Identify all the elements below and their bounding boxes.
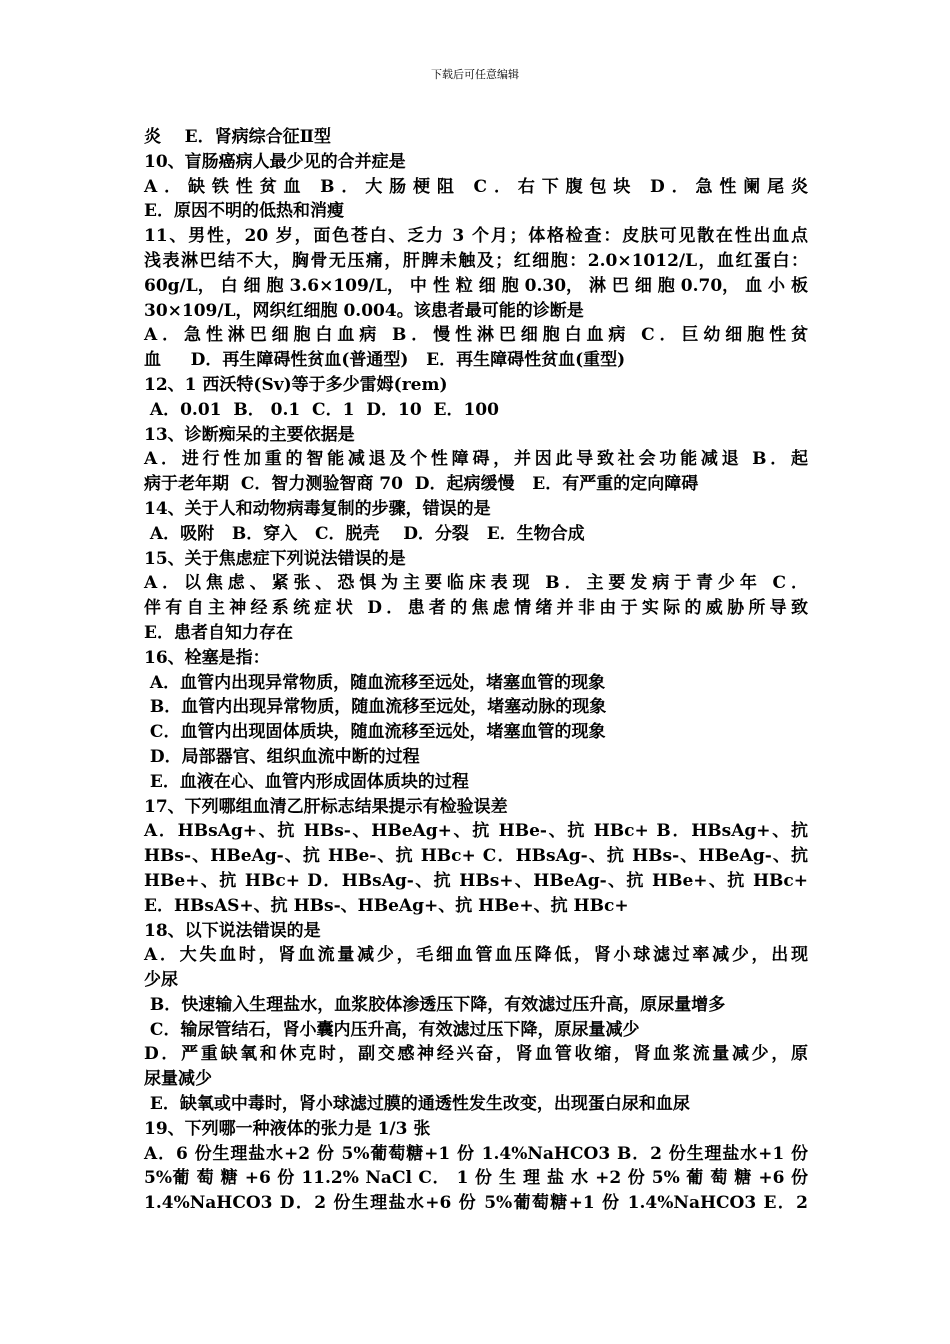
question-14-options: A．吸附 B．穿入 C．脱壳 D．分裂 E．生物合成 [144,523,585,544]
question-17-options: HBe+、抗 HBc+ D．HBsAg-、抗 HBs+、HBeAg-、抗 HBe+、抗 HBc+ [144,870,808,891]
question-17-options: A．HBsAg+、抗 HBs-、HBeAg+、抗 HBe-、抗 HBc+ B．HBsAg+、抗 [144,821,808,842]
text-line: 炎 E．肾病综合征Ⅱ型 [144,127,331,147]
question-18-option-d: D．严重缺氧和休克时，副交感神经兴奋，肾血管收缩，肾血浆流量减少，原 [144,1044,808,1065]
question-11-title: 60g/L， 白 细 胞 3.6×109/L， 中 性 粒 细 胞 0.30， 淋 巴 细 胞 0.70， 血 小 板 [144,275,808,296]
question-15-options: 伴有自主神经系统症状 D．患者的焦虑情绪并非由于实际的威胁所导致 [144,598,808,619]
question-17-options: E．HBsAS+、抗 HBs-、HBeAg+、抗 HBe+、抗 HBc+ [144,895,629,916]
question-16-option-d: D．局部器官、组织血流中断的过程 [144,746,420,767]
question-11-title: 30×109/L，网织红细胞 0.004。该患者最可能的诊断是 [144,300,584,321]
question-17-title: 17、下列哪组血清乙肝标志结果提示有检验误差 [144,796,508,817]
question-11-options: 血 D．再生障碍性贫血(普通型) E．再生障碍性贫血(重型) [144,350,626,371]
question-19-title: 19、下列哪一种液体的张力是 1/3 张 [144,1118,431,1139]
question-10-options: A．缺铁性贫血 B．大肠梗阻 C．右下腹包块 D．急性阑尾炎 [144,176,808,197]
question-17-options: HBs-、HBeAg-、抗 HBe-、抗 HBc+ C．HBsAg-、抗 HBs-、HBeAg-、抗 [144,846,808,867]
question-18-option-a: A．大失血时，肾血流量减少，毛细血管血压降低，肾小球滤过率减少，出现 [144,945,808,966]
question-18-option-c: C．输尿管结石，肾小囊内压升高，有效滤过压下降，原尿量减少 [144,1019,640,1040]
question-16-title: 16、栓塞是指： [144,647,270,668]
question-19-options: A．6 份生理盐水+2 份 5%葡萄糖+1 份 1.4%NaHCO3 B．2 份生理盐水+1 份 [144,1143,808,1164]
page-header: 下载后可任意编辑 [431,68,519,81]
question-18-option-b: B．快速输入生理盐水，血浆胶体渗透压下降，有效滤过压升高，原尿量增多 [144,994,726,1015]
question-15-title: 15、关于焦虑症下列说法错误的是 [144,548,406,569]
question-18-option-d: 尿量减少 [144,1069,212,1090]
question-12-title: 12、1 西沃特(Sv)等于多少雷姆(rem) [144,374,448,395]
question-18-option-a: 少尿 [144,970,178,991]
question-12-options: A．0.01 B． 0.1 C．1 D．10 E．100 [144,399,499,420]
question-16-option-c: C．血管内出现固体质块，随血流移至远处，堵塞血管的现象 [144,722,606,743]
document-body [144,125,808,1216]
question-18-option-e: E．缺氧或中毒时，肾小球滤过膜的通透性发生改变，出现蛋白尿和血尿 [144,1094,690,1115]
question-15-options: E．患者自知力存在 [144,622,293,643]
question-11-title: 浅表淋巴结不大，胸骨无压痛，肝脾未触及；红细胞：2.0×1012/L，血红蛋白： [144,250,808,271]
question-10-options: E．原因不明的低热和消瘦 [144,201,344,222]
question-10-title: 10、盲肠癌病人最少见的合并症是 [144,151,406,172]
question-15-options: A．以焦虑、紧张、恐惧为主要临床表现 B．主要发病于青少年 C． [144,573,808,594]
question-14-title: 14、关于人和动物病毒复制的步骤，错误的是 [144,498,491,519]
question-11-title: 11、男性，20 岁，面色苍白、乏力 3 个月；体格检查：皮肤可见散在性出血点 [144,226,808,247]
question-18-title: 18、以下说法错误的是 [144,920,321,941]
question-11-options: A．急性淋巴细胞白血病 B．慢性淋巴细胞白血病 C．巨幼细胞性贫 [144,325,808,346]
question-13-options: A．进行性加重的智能减退及个性障碍，并因此导致社会功能减退 B．起 [144,449,808,470]
question-19-options: 5%葡 萄 糖 +6 份 11.2% NaCl C． 1 份 生 理 盐 水 +2 份 5% 葡 萄 糖 +6 份 [144,1168,808,1189]
question-19-options: 1.4%NaHCO3 D．2 份生理盐水+6 份 5%葡萄糖+1 份 1.4%NaHCO3 E．2 [144,1193,808,1214]
question-13-title: 13、诊断痴呆的主要依据是 [144,424,355,445]
question-16-option-e: E．血液在心、血管内形成固体质块的过程 [144,771,469,792]
question-13-options: 病于老年期 C．智力测验智商 70 D．起病缓慢 E．有严重的定向障碍 [144,474,699,495]
question-16-option-a: A．血管内出现异常物质，随血流移至远处，堵塞血管的现象 [144,672,606,693]
question-16-option-b: B．血管内出现异常物质，随血流移至远处，堵塞动脉的现象 [144,697,607,718]
